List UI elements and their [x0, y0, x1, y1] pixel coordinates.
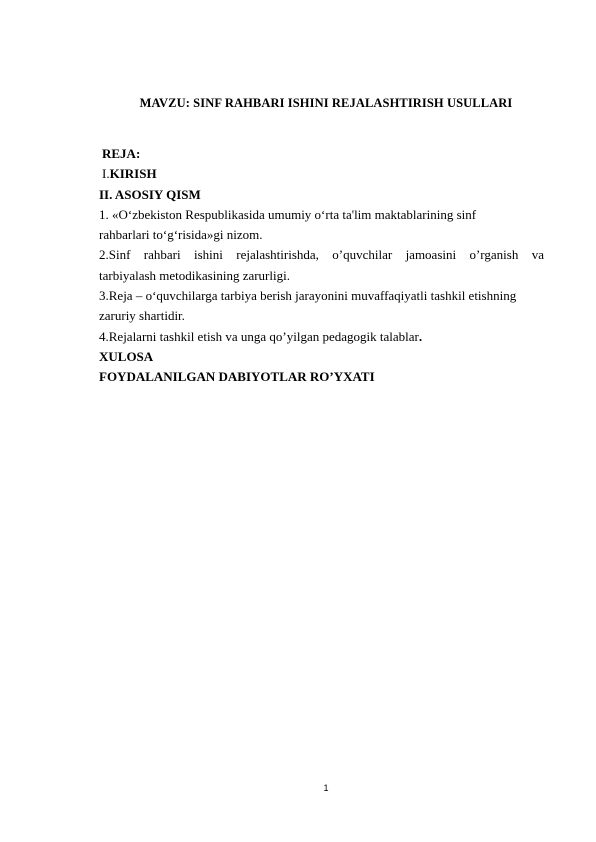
conclusion-heading: XULOSA — [99, 348, 154, 364]
plan-item-4-text: 4.Rejalarni tashkil etish va unga qo’yilgan pedagogik talablar — [99, 328, 419, 344]
page-number: 1 — [323, 783, 329, 793]
plan-item-4-period: . — [418, 328, 423, 344]
plan-heading: REJA: — [102, 146, 141, 161]
plan-content — [99, 144, 544, 388]
intro-prefix: I. — [102, 166, 110, 182]
plan-item-2-line-2: tarbiyalash metodikasining zarurligi. — [99, 267, 290, 283]
plan-item-1-line-2: rahbarlari to‘g‘risida»gi nizom. — [99, 227, 263, 243]
main-section-heading: II. ASOSIY QISM — [99, 186, 201, 202]
plan-item-2-line-1: 2.Sinf rahbari ishini rejalashtirishda, o’quvchilar jamoasini o’rganish va — [99, 247, 544, 263]
intro-item — [99, 164, 544, 184]
references-heading: FOYDALANILGAN DABIYOTLAR RO’YXATI — [99, 369, 375, 385]
document-title: MAVZU: SINF RAHBARI ISHINI REJALASHTIRISH USULLARI — [139, 96, 513, 110]
plan-item-4 — [99, 327, 544, 347]
plan-item-3-line-2: zaruriy shartidir. — [99, 308, 185, 324]
plan-item-3-line-1: 3.Reja – o‘quvchilarga tarbiya berish jarayonini muvaffaqiyatli tashkil etishning — [99, 288, 517, 304]
plan-item-1-line-1: 1. «O‘zbekiston Respublikasida umumiy o‘rta ta'lim maktablarining sinf — [99, 206, 477, 222]
intro-label: KIRISH — [109, 166, 157, 182]
